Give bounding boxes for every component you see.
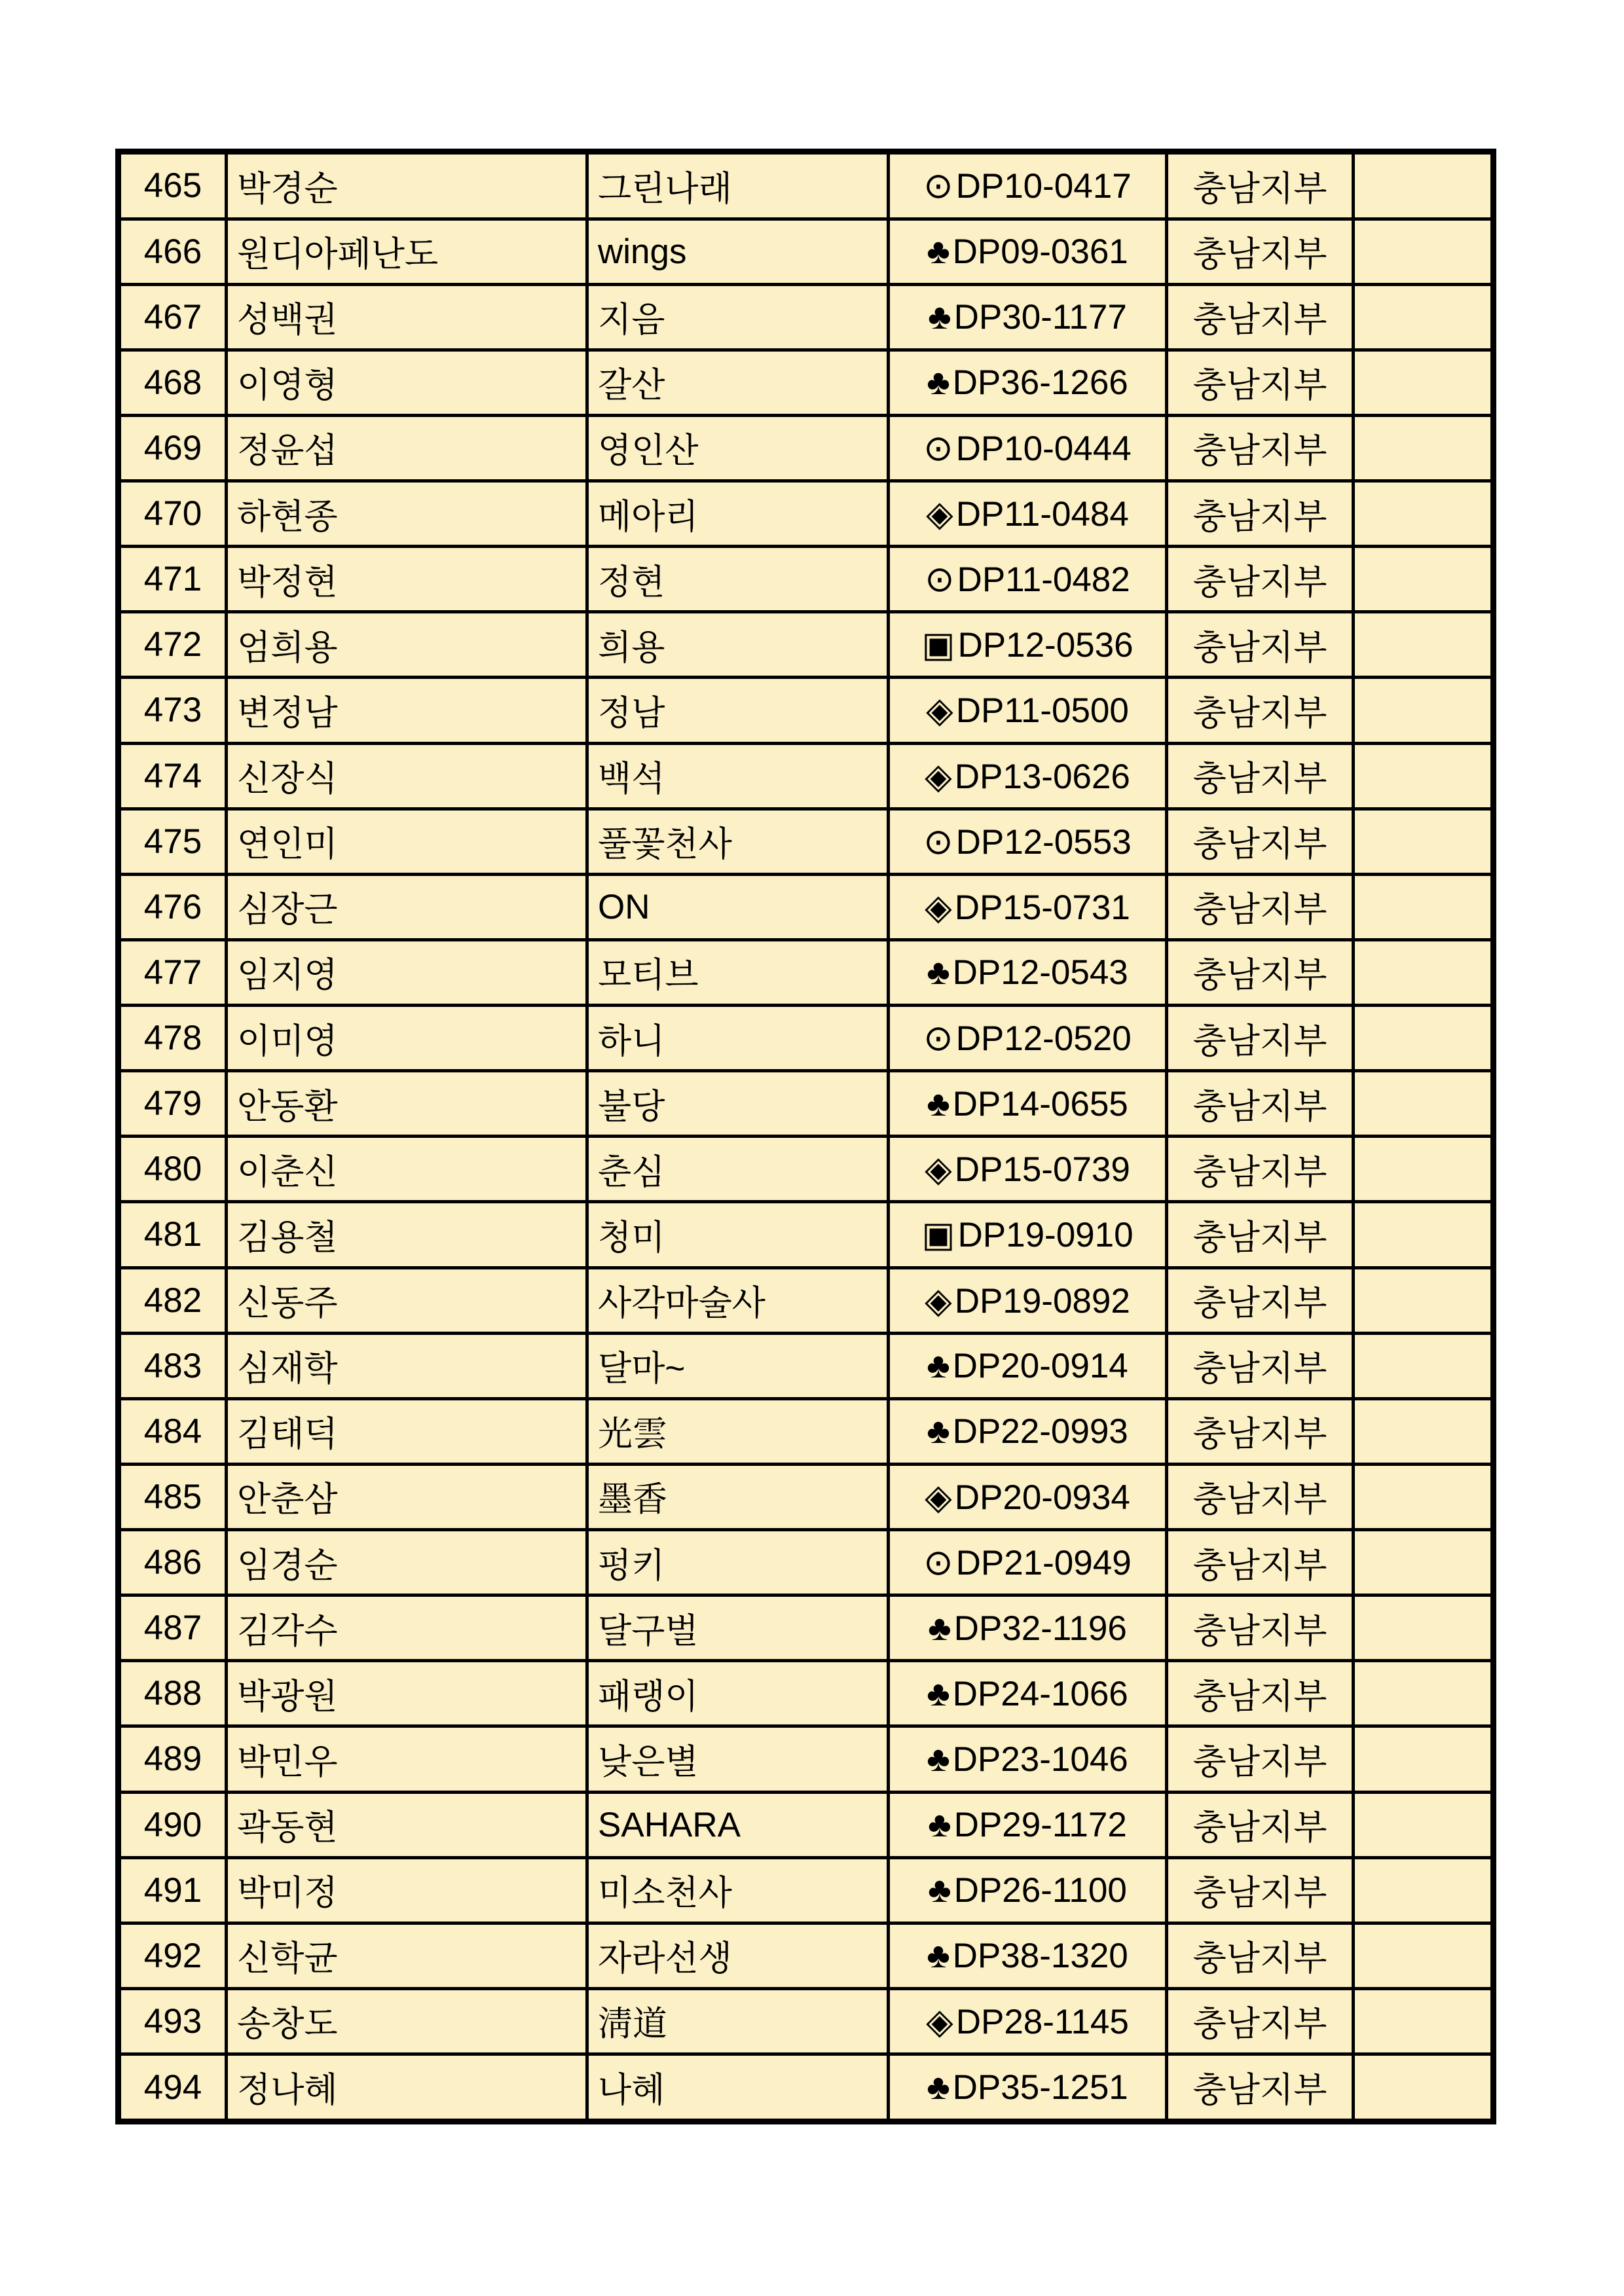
membership-code-text: DP11-0500 (955, 691, 1129, 731)
branch-cell: 충남지부 (1167, 2054, 1354, 2122)
nickname-cell: 墨香 (587, 1464, 889, 1529)
note-cell (1354, 1726, 1494, 1792)
membership-code-cell (889, 1792, 1167, 1857)
row-number-cell: 487 (119, 1595, 227, 1661)
member-name-cell: 송창도 (227, 1988, 587, 2054)
note-cell (1354, 1792, 1494, 1857)
table-row (119, 415, 1494, 481)
membership-code-cell (889, 1464, 1167, 1529)
note-cell (1354, 1595, 1494, 1661)
branch-cell: 충남지부 (1167, 350, 1354, 415)
membership-code-cell (889, 1137, 1167, 1202)
table-row (119, 1333, 1494, 1398)
branch-cell: 충남지부 (1167, 481, 1354, 547)
membership-code-cell (889, 1923, 1167, 1988)
row-number-cell: 484 (119, 1398, 227, 1464)
club-icon: ♣ (927, 953, 950, 993)
table-row (119, 350, 1494, 415)
membership-code-cell (889, 2054, 1167, 2122)
nickname-cell: 패랭이 (587, 1661, 889, 1726)
note-cell (1354, 1202, 1494, 1267)
member-name-cell: 곽동현 (227, 1792, 587, 1857)
membership-code-text: DP30-1177 (953, 298, 1127, 337)
club-icon: ♣ (927, 1084, 950, 1123)
row-number-cell: 490 (119, 1792, 227, 1857)
nickname-cell: 미소천사 (587, 1857, 889, 1923)
membership-code-cell (889, 350, 1167, 415)
nickname-cell: 하니 (587, 1006, 889, 1071)
branch-cell: 충남지부 (1167, 1137, 1354, 1202)
member-name-cell: 엄희용 (227, 612, 587, 678)
member-name-cell: 원디아페난도 (227, 219, 587, 284)
row-number-cell: 479 (119, 1071, 227, 1137)
diamond-icon: ◈ (925, 1477, 952, 1517)
membership-code-cell (889, 1006, 1167, 1071)
circle-dot-icon: ⊙ (923, 428, 953, 468)
note-cell (1354, 1006, 1494, 1071)
nickname-cell: 자라선생 (587, 1923, 889, 1988)
branch-cell: 충남지부 (1167, 1595, 1354, 1661)
membership-code-text: DP26-1100 (953, 1871, 1127, 1910)
branch-cell: 충남지부 (1167, 1726, 1354, 1792)
branch-cell: 충남지부 (1167, 1202, 1354, 1267)
circle-dot-icon: ⊙ (925, 560, 955, 600)
table-row (119, 1071, 1494, 1137)
note-cell (1354, 1137, 1494, 1202)
table-row (119, 1398, 1494, 1464)
note-cell (1354, 1464, 1494, 1529)
membership-code-cell (889, 612, 1167, 678)
note-cell (1354, 612, 1494, 678)
branch-cell: 충남지부 (1167, 1923, 1354, 1988)
membership-code-text: DP15-0739 (954, 1150, 1130, 1190)
club-icon: ♣ (927, 1936, 950, 1976)
membership-code-cell (889, 481, 1167, 547)
member-name-cell: 박정현 (227, 547, 587, 612)
branch-cell: 충남지부 (1167, 219, 1354, 284)
membership-code-text: DP20-0934 (954, 1478, 1130, 1517)
member-name-cell: 신장식 (227, 743, 587, 809)
nickname-cell: 갈산 (587, 350, 889, 415)
member-name-cell: 성백권 (227, 284, 587, 350)
membership-code-cell (889, 1726, 1167, 1792)
club-icon: ♣ (928, 1805, 951, 1845)
membership-code-cell (889, 415, 1167, 481)
membership-code-cell (889, 1595, 1167, 1661)
membership-code-cell (889, 809, 1167, 874)
nickname-cell: 정남 (587, 678, 889, 743)
branch-cell: 충남지부 (1167, 1267, 1354, 1333)
table-row (119, 939, 1494, 1005)
note-cell (1354, 1923, 1494, 1988)
row-number-cell: 476 (119, 874, 227, 939)
row-number-cell: 480 (119, 1137, 227, 1202)
membership-code-text: DP22-0993 (952, 1412, 1128, 1451)
membership-code-cell (889, 874, 1167, 939)
membership-code-text: DP24-1066 (952, 1674, 1128, 1713)
membership-code-text: DP19-0910 (957, 1216, 1134, 1255)
table-row (119, 1464, 1494, 1529)
nickname-cell: 희용 (587, 612, 889, 678)
membership-code-cell (889, 547, 1167, 612)
diamond-icon: ◈ (925, 1150, 952, 1190)
nickname-cell: 나혜 (587, 2054, 889, 2122)
circle-dot-icon: ⊙ (923, 1543, 953, 1583)
membership-code-text: DP15-0731 (954, 888, 1130, 927)
member-name-cell: 박경순 (227, 152, 587, 219)
circle-dot-icon: ⊙ (923, 166, 953, 206)
diamond-icon: ◈ (926, 494, 953, 534)
table-row (119, 1726, 1494, 1792)
membership-code-text: DP21-0949 (955, 1544, 1132, 1583)
member-name-cell: 안동환 (227, 1071, 587, 1137)
branch-cell: 충남지부 (1167, 284, 1354, 350)
membership-code-cell (889, 1530, 1167, 1595)
club-icon: ♣ (927, 2068, 950, 2107)
row-number-cell: 481 (119, 1202, 227, 1267)
branch-cell: 충남지부 (1167, 678, 1354, 743)
nickname-cell: 낮은별 (587, 1726, 889, 1792)
note-cell (1354, 874, 1494, 939)
membership-code-text: DP12-0536 (957, 626, 1134, 665)
row-number-cell: 488 (119, 1661, 227, 1726)
note-cell (1354, 939, 1494, 1005)
note-cell (1354, 1398, 1494, 1464)
table-row (119, 284, 1494, 350)
membership-code-text: DP20-0914 (952, 1347, 1128, 1386)
table-row (119, 1661, 1494, 1726)
note-cell (1354, 415, 1494, 481)
diamond-icon: ◈ (926, 2001, 953, 2041)
branch-cell: 충남지부 (1167, 152, 1354, 219)
row-number-cell: 485 (119, 1464, 227, 1529)
nickname-cell: 영인산 (587, 415, 889, 481)
note-cell (1354, 2054, 1494, 2122)
member-name-cell: 이춘신 (227, 1137, 587, 1202)
membership-code-cell (889, 284, 1167, 350)
member-name-cell: 정윤섭 (227, 415, 587, 481)
membership-code-text: DP23-1046 (952, 1740, 1128, 1779)
membership-code-text: DP38-1320 (952, 1937, 1128, 1976)
membership-code-cell (889, 219, 1167, 284)
row-number-cell: 474 (119, 743, 227, 809)
row-number-cell: 465 (119, 152, 227, 219)
branch-cell: 충남지부 (1167, 1071, 1354, 1137)
membership-code-text: DP11-0482 (957, 560, 1130, 600)
member-name-cell: 하현종 (227, 481, 587, 547)
row-number-cell: 492 (119, 1923, 227, 1988)
club-icon: ♣ (928, 297, 951, 337)
membership-code-text: DP36-1266 (952, 363, 1128, 403)
note-cell (1354, 1267, 1494, 1333)
note-cell (1354, 1333, 1494, 1398)
member-name-cell: 연인미 (227, 809, 587, 874)
table-row (119, 1857, 1494, 1923)
note-cell (1354, 1988, 1494, 2054)
branch-cell: 충남지부 (1167, 1857, 1354, 1923)
branch-cell: 충남지부 (1167, 1006, 1354, 1071)
note-cell (1354, 743, 1494, 809)
row-number-cell: 466 (119, 219, 227, 284)
nickname-cell: 달마~ (587, 1333, 889, 1398)
row-number-cell: 478 (119, 1006, 227, 1071)
club-icon: ♣ (927, 363, 950, 403)
branch-cell: 충남지부 (1167, 1988, 1354, 2054)
member-name-cell: 박미정 (227, 1857, 587, 1923)
nickname-cell: SAHARA (587, 1792, 889, 1857)
nickname-cell: 그린나래 (587, 152, 889, 219)
branch-cell: 충남지부 (1167, 547, 1354, 612)
member-name-cell: 정나혜 (227, 2054, 587, 2122)
membership-code-cell (889, 1857, 1167, 1923)
nickname-cell: 메아리 (587, 481, 889, 547)
membership-code-cell (889, 1988, 1167, 2054)
member-name-cell: 이미영 (227, 1006, 587, 1071)
nickname-cell: 모티브 (587, 939, 889, 1005)
table-row (119, 874, 1494, 939)
member-name-cell: 이영형 (227, 350, 587, 415)
club-icon: ♣ (927, 1412, 950, 1451)
table-row (119, 1792, 1494, 1857)
nickname-cell: 光雲 (587, 1398, 889, 1464)
branch-cell: 충남지부 (1167, 1333, 1354, 1398)
table-row (119, 1006, 1494, 1071)
note-cell (1354, 481, 1494, 547)
nickname-cell: 불당 (587, 1071, 889, 1137)
note-cell (1354, 547, 1494, 612)
club-icon: ♣ (927, 1739, 950, 1779)
membership-code-text: DP12-0553 (955, 822, 1132, 862)
membership-code-cell (889, 939, 1167, 1005)
branch-cell: 충남지부 (1167, 1661, 1354, 1726)
branch-cell: 충남지부 (1167, 1464, 1354, 1529)
member-name-cell: 김각수 (227, 1595, 587, 1661)
square-icon: ▣ (921, 625, 955, 665)
note-cell (1354, 1661, 1494, 1726)
membership-code-text: DP29-1172 (953, 1806, 1127, 1845)
branch-cell: 충남지부 (1167, 809, 1354, 874)
table-row (119, 1595, 1494, 1661)
club-icon: ♣ (928, 1608, 951, 1648)
club-icon: ♣ (927, 1673, 950, 1713)
member-name-cell: 심재학 (227, 1333, 587, 1398)
membership-code-cell (889, 1267, 1167, 1333)
table-row (119, 152, 1494, 219)
member-list-table (115, 149, 1496, 2124)
nickname-cell: 춘심 (587, 1137, 889, 1202)
table-row (119, 743, 1494, 809)
membership-code-text: DP35-1251 (952, 2068, 1128, 2107)
note-cell (1354, 219, 1494, 284)
row-number-cell: 470 (119, 481, 227, 547)
note-cell (1354, 678, 1494, 743)
branch-cell: 충남지부 (1167, 1530, 1354, 1595)
membership-code-cell (889, 743, 1167, 809)
member-name-cell: 김용철 (227, 1202, 587, 1267)
membership-code-text: DP14-0655 (952, 1084, 1128, 1123)
nickname-cell: ON (587, 874, 889, 939)
nickname-cell: 청미 (587, 1202, 889, 1267)
diamond-icon: ◈ (925, 887, 952, 927)
club-icon: ♣ (927, 1346, 950, 1386)
nickname-cell: wings (587, 219, 889, 284)
diamond-icon: ◈ (925, 756, 952, 796)
diamond-icon: ◈ (925, 1281, 952, 1321)
row-number-cell: 489 (119, 1726, 227, 1792)
table-row (119, 1267, 1494, 1333)
table-row (119, 678, 1494, 743)
row-number-cell: 475 (119, 809, 227, 874)
nickname-cell: 백석 (587, 743, 889, 809)
branch-cell: 충남지부 (1167, 415, 1354, 481)
row-number-cell: 469 (119, 415, 227, 481)
member-name-cell: 김태덕 (227, 1398, 587, 1464)
row-number-cell: 472 (119, 612, 227, 678)
membership-code-text: DP13-0626 (954, 757, 1130, 796)
member-table-body (119, 152, 1494, 2122)
membership-code-cell (889, 1661, 1167, 1726)
note-cell (1354, 1071, 1494, 1137)
row-number-cell: 493 (119, 1988, 227, 2054)
note-cell (1354, 350, 1494, 415)
club-icon: ♣ (927, 232, 950, 272)
member-name-cell: 신학균 (227, 1923, 587, 1988)
note-cell (1354, 284, 1494, 350)
table-row (119, 219, 1494, 284)
club-icon: ♣ (928, 1870, 951, 1910)
branch-cell: 충남지부 (1167, 1398, 1354, 1464)
row-number-cell: 471 (119, 547, 227, 612)
nickname-cell: 정현 (587, 547, 889, 612)
membership-code-text: DP12-0543 (952, 953, 1128, 993)
membership-code-cell (889, 1071, 1167, 1137)
note-cell (1354, 1857, 1494, 1923)
nickname-cell: 淸道 (587, 1988, 889, 2054)
membership-code-cell (889, 1202, 1167, 1267)
membership-code-text: DP11-0484 (955, 495, 1129, 534)
nickname-cell: 지음 (587, 284, 889, 350)
table-row (119, 612, 1494, 678)
note-cell (1354, 1530, 1494, 1595)
member-name-cell: 임지영 (227, 939, 587, 1005)
square-icon: ▣ (921, 1215, 955, 1255)
table-row (119, 1988, 1494, 2054)
circle-dot-icon: ⊙ (923, 1019, 953, 1059)
nickname-cell: 풀꽃천사 (587, 809, 889, 874)
row-number-cell: 468 (119, 350, 227, 415)
nickname-cell: 펑키 (587, 1530, 889, 1595)
branch-cell: 충남지부 (1167, 612, 1354, 678)
row-number-cell: 473 (119, 678, 227, 743)
table-row (119, 809, 1494, 874)
member-name-cell: 박광원 (227, 1661, 587, 1726)
row-number-cell: 483 (119, 1333, 227, 1398)
member-name-cell: 심장근 (227, 874, 587, 939)
row-number-cell: 494 (119, 2054, 227, 2122)
branch-cell: 충남지부 (1167, 1792, 1354, 1857)
membership-code-text: DP32-1196 (953, 1609, 1127, 1648)
membership-code-text: DP12-0520 (955, 1019, 1132, 1059)
row-number-cell: 486 (119, 1530, 227, 1595)
membership-code-text: DP10-0444 (955, 429, 1132, 468)
membership-code-cell (889, 678, 1167, 743)
row-number-cell: 477 (119, 939, 227, 1005)
note-cell (1354, 152, 1494, 219)
table-row (119, 481, 1494, 547)
table-row (119, 1202, 1494, 1267)
membership-code-cell (889, 1333, 1167, 1398)
membership-code-text: DP09-0361 (952, 232, 1128, 272)
membership-code-cell (889, 1398, 1167, 1464)
member-name-cell: 박민우 (227, 1726, 587, 1792)
membership-code-text: DP19-0892 (954, 1281, 1130, 1321)
row-number-cell: 467 (119, 284, 227, 350)
branch-cell: 충남지부 (1167, 874, 1354, 939)
nickname-cell: 달구벌 (587, 1595, 889, 1661)
branch-cell: 충남지부 (1167, 743, 1354, 809)
membership-code-cell (889, 152, 1167, 219)
branch-cell: 충남지부 (1167, 939, 1354, 1005)
member-name-cell: 안춘삼 (227, 1464, 587, 1529)
member-name-cell: 변정남 (227, 678, 587, 743)
row-number-cell: 491 (119, 1857, 227, 1923)
circle-dot-icon: ⊙ (923, 822, 953, 862)
member-name-cell: 임경순 (227, 1530, 587, 1595)
membership-code-text: DP28-1145 (955, 2002, 1129, 2041)
nickname-cell: 사각마술사 (587, 1267, 889, 1333)
table-row (119, 1923, 1494, 1988)
table-row (119, 1530, 1494, 1595)
note-cell (1354, 809, 1494, 874)
table-row (119, 2054, 1494, 2122)
table-row (119, 547, 1494, 612)
table-row (119, 1137, 1494, 1202)
diamond-icon: ◈ (926, 691, 953, 731)
membership-code-text: DP10-0417 (955, 167, 1132, 206)
member-name-cell: 신동주 (227, 1267, 587, 1333)
row-number-cell: 482 (119, 1267, 227, 1333)
